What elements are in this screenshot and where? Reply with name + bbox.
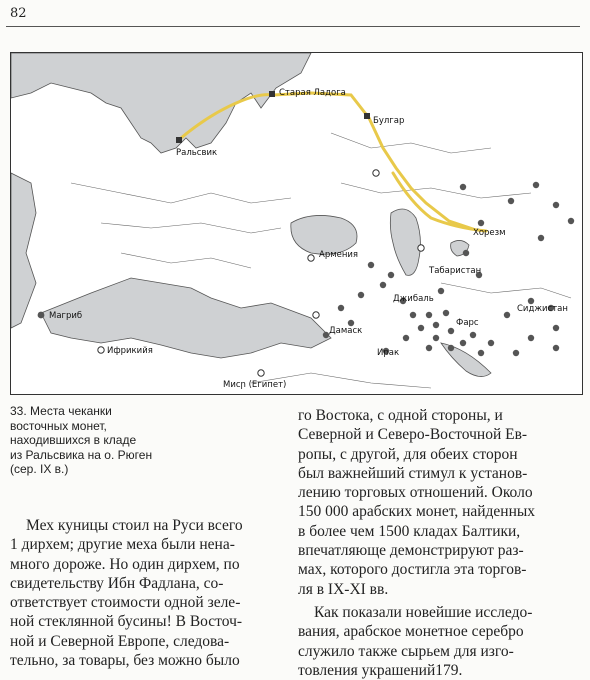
text-line: Как показали новейшие исследо- (314, 603, 533, 621)
text-line: служило также сырьем для изго- (298, 642, 514, 660)
label-fars: Фарс (456, 318, 479, 328)
left-column (10, 516, 280, 670)
text-line: го Востока, с одной стороны, и (298, 407, 503, 424)
text-line: мах, которого достигла эта торгов- (298, 561, 527, 579)
caption-line: из Ральсвика на о. Рюген (10, 447, 153, 462)
label-ralswik: Ральсвик (176, 148, 218, 158)
label-jibal: Джибаль (393, 294, 434, 304)
text-line: был важнейший стимул к установ- (298, 464, 528, 482)
caption-line: (сер. IX в.) (10, 462, 69, 476)
text-line: Мех куницы стоил на Руси всего (26, 517, 243, 534)
caption-line: 33. Места чеканки (10, 404, 112, 418)
text-line: ропы, с другой, для обеих сторон (298, 445, 518, 463)
label-armenia: Армения (319, 250, 359, 260)
label-bulgar: Булгар (373, 116, 405, 126)
label-misr: Мисր (Египет) (223, 380, 287, 390)
text-line: лению торговых отношений. Около (298, 484, 533, 502)
text-line: товления украшений179. (298, 661, 463, 679)
text-line: впечатляюще демонстрируют раз- (298, 542, 524, 560)
text-line: ной и Северной Европе, следова- (10, 632, 230, 650)
text-line: свидетельству Ибн Фадлана, со- (10, 574, 224, 592)
text-line: Северной и Северо-Восточной Ев- (298, 426, 528, 444)
label-khorezm: Хорезм (473, 228, 506, 238)
label-ifrikiya: Ифрикийя (107, 346, 153, 356)
figure-caption (10, 404, 260, 477)
text-line: ля в IX-XI вв. (298, 580, 389, 598)
text-line: 1 дирхем; другие меха были нена- (10, 536, 235, 554)
label-tabaristan: Табаристан (429, 266, 482, 276)
text-line: 150 000 арабских монет, найденных (298, 503, 536, 521)
text-line: ной стеклянной бусины! В Восточ- (10, 613, 243, 631)
page-number: 82 (10, 6, 27, 21)
text-line: тельно, за товары, без можно было (10, 652, 240, 670)
label-iraq: Ирак (377, 348, 400, 358)
label-sijistan: Сиджистан (517, 304, 568, 314)
text-line: ответствует стоимости одной зеле- (10, 594, 241, 612)
caption-line: находившихся в кладе (10, 433, 137, 447)
trade-map (10, 52, 583, 395)
header-rule (6, 26, 580, 27)
text-line: вания, арабское монетное серебро (298, 623, 524, 641)
label-damascus: Дамаск (329, 326, 363, 336)
caption-line: восточных монет, (10, 418, 107, 433)
map-svg (11, 53, 582, 394)
label-maghreb: Магриб (49, 311, 83, 321)
label-staraya-ladoga: Старая Ладога (279, 88, 346, 98)
right-column (298, 406, 580, 680)
text-line: в более чем 1500 кладах Балтики, (298, 522, 521, 540)
text-line: много дороже. Но один дирхем, по (10, 555, 240, 573)
